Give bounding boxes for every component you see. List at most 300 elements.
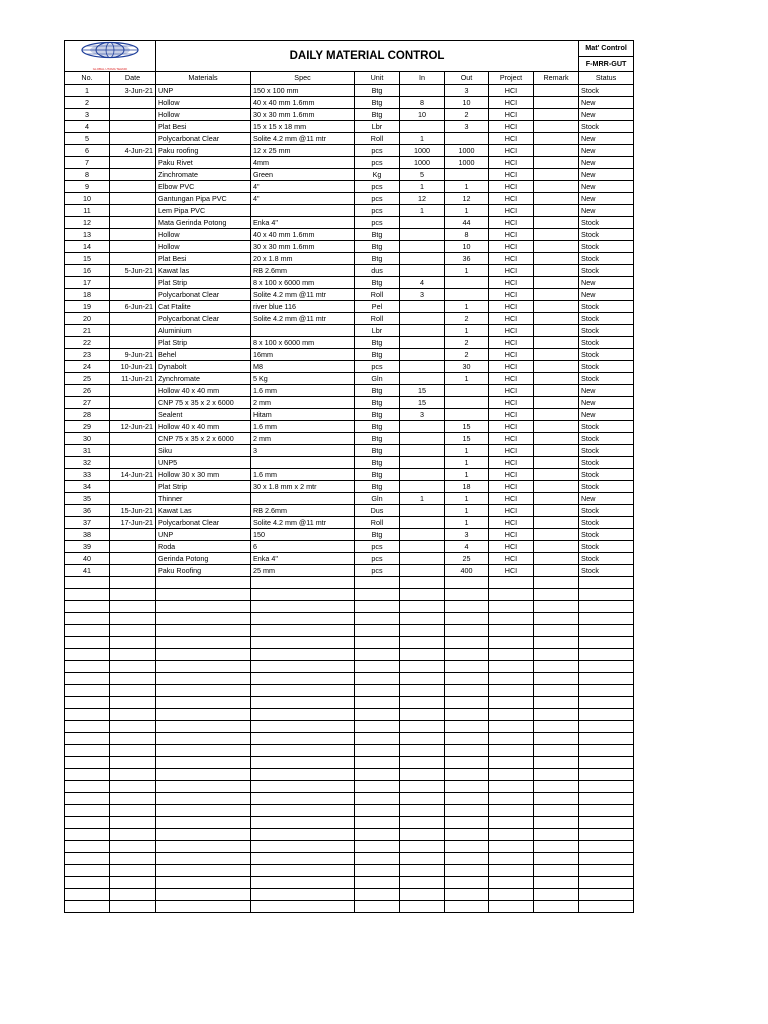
cell-out <box>445 133 489 145</box>
cell-unit: Btg <box>355 277 400 289</box>
cell-remark <box>534 109 579 121</box>
cell-out: 1 <box>445 373 489 385</box>
cell-unit: Btg <box>355 385 400 397</box>
table-row <box>65 421 634 433</box>
cell-project: HCI <box>489 253 534 265</box>
table-row <box>65 361 634 373</box>
cell-remark <box>534 901 579 913</box>
cell-remark <box>534 469 579 481</box>
cell-project <box>489 901 534 913</box>
cell-unit: Roll <box>355 133 400 145</box>
cell-project: HCI <box>489 121 534 133</box>
col-no: No. <box>65 72 110 85</box>
cell-materials <box>156 805 251 817</box>
table-row <box>65 181 634 193</box>
cell-out: 8 <box>445 229 489 241</box>
cell-project: HCI <box>489 241 534 253</box>
cell-date <box>110 841 156 853</box>
cell-materials <box>156 649 251 661</box>
cell-in <box>400 757 445 769</box>
cell-status: Stock <box>579 553 634 565</box>
cell-project: HCI <box>489 445 534 457</box>
cell-status <box>579 697 634 709</box>
cell-no: 13 <box>65 229 110 241</box>
cell-no: 17 <box>65 277 110 289</box>
cell-remark <box>534 397 579 409</box>
table-row <box>65 505 634 517</box>
table-row <box>65 541 634 553</box>
cell-materials: Plat Strip <box>156 481 251 493</box>
cell-spec <box>251 601 355 613</box>
cell-spec: 16mm <box>251 349 355 361</box>
cell-status: Stock <box>579 565 634 577</box>
cell-out: 4 <box>445 541 489 553</box>
table-row <box>65 445 634 457</box>
cell-in <box>400 685 445 697</box>
cell-date <box>110 865 156 877</box>
cell-status: New <box>579 193 634 205</box>
cell-out <box>445 781 489 793</box>
globe-logo-icon <box>75 41 145 63</box>
cell-out: 36 <box>445 253 489 265</box>
cell-out <box>445 409 489 421</box>
logo-caption: GLOBAL UTAMA TEHNIK <box>92 67 128 71</box>
cell-status <box>579 817 634 829</box>
cell-in <box>400 745 445 757</box>
cell-out: 10 <box>445 97 489 109</box>
cell-in <box>400 661 445 673</box>
cell-no: 40 <box>65 553 110 565</box>
table-row <box>65 145 634 157</box>
cell-unit <box>355 877 400 889</box>
cell-no <box>65 661 110 673</box>
blank-row <box>65 889 634 901</box>
blank-row <box>65 853 634 865</box>
cell-remark <box>534 793 579 805</box>
cell-status: Stock <box>579 301 634 313</box>
blank-row <box>65 697 634 709</box>
cell-unit <box>355 589 400 601</box>
table-row <box>65 85 634 97</box>
cell-out <box>445 589 489 601</box>
cell-unit <box>355 673 400 685</box>
cell-unit: Kg <box>355 169 400 181</box>
cell-date: 9-Jun-21 <box>110 349 156 361</box>
table-row <box>65 433 634 445</box>
table-row <box>65 529 634 541</box>
cell-status <box>579 673 634 685</box>
cell-no: 24 <box>65 361 110 373</box>
cell-remark <box>534 409 579 421</box>
cell-materials: Gerinda Potong <box>156 553 251 565</box>
cell-out: 1 <box>445 325 489 337</box>
cell-in: 15 <box>400 385 445 397</box>
cell-in <box>400 265 445 277</box>
cell-date <box>110 589 156 601</box>
cell-project: HCI <box>489 409 534 421</box>
cell-date <box>110 901 156 913</box>
cell-project <box>489 733 534 745</box>
cell-spec: 150 x 100 mm <box>251 85 355 97</box>
cell-in <box>400 313 445 325</box>
cell-status: Stock <box>579 469 634 481</box>
cell-project: HCI <box>489 529 534 541</box>
cell-date: 4-Jun-21 <box>110 145 156 157</box>
cell-spec: 4" <box>251 193 355 205</box>
cell-out <box>445 697 489 709</box>
cell-remark <box>534 757 579 769</box>
cell-spec: 40 x 40 mm 1.6mm <box>251 229 355 241</box>
cell-materials: Hollow 30 x 30 mm <box>156 469 251 481</box>
cell-project <box>489 625 534 637</box>
cell-materials: Mata Gerinda Potong <box>156 217 251 229</box>
material-control-sheet <box>64 40 633 913</box>
cell-project: HCI <box>489 289 534 301</box>
cell-spec <box>251 733 355 745</box>
cell-date <box>110 781 156 793</box>
cell-unit <box>355 901 400 913</box>
cell-out: 25 <box>445 553 489 565</box>
cell-unit: Gln <box>355 493 400 505</box>
cell-spec <box>251 325 355 337</box>
table-row <box>65 481 634 493</box>
cell-project <box>489 601 534 613</box>
cell-materials <box>156 769 251 781</box>
cell-no: 28 <box>65 409 110 421</box>
table-row <box>65 469 634 481</box>
cell-spec <box>251 901 355 913</box>
cell-materials: Paku Rivet <box>156 157 251 169</box>
cell-date <box>110 625 156 637</box>
cell-unit: pcs <box>355 181 400 193</box>
blank-row <box>65 661 634 673</box>
cell-spec: 2 mm <box>251 397 355 409</box>
cell-date <box>110 721 156 733</box>
cell-out: 30 <box>445 361 489 373</box>
cell-out <box>445 721 489 733</box>
cell-out: 1 <box>445 301 489 313</box>
cell-unit: dus <box>355 265 400 277</box>
cell-spec <box>251 877 355 889</box>
cell-date <box>110 733 156 745</box>
cell-remark <box>534 373 579 385</box>
cell-date <box>110 745 156 757</box>
cell-status: Stock <box>579 349 634 361</box>
cell-date <box>110 289 156 301</box>
cell-out: 1 <box>445 445 489 457</box>
cell-unit <box>355 649 400 661</box>
cell-spec: 1.6 mm <box>251 469 355 481</box>
cell-status <box>579 625 634 637</box>
cell-remark <box>534 805 579 817</box>
blank-row <box>65 745 634 757</box>
cell-status: New <box>579 277 634 289</box>
cell-out: 1 <box>445 181 489 193</box>
table-row <box>65 121 634 133</box>
cell-in <box>400 889 445 901</box>
cell-remark <box>534 541 579 553</box>
cell-status <box>579 733 634 745</box>
cell-no <box>65 625 110 637</box>
cell-project: HCI <box>489 97 534 109</box>
cell-unit: Btg <box>355 433 400 445</box>
cell-remark <box>534 337 579 349</box>
cell-in <box>400 625 445 637</box>
cell-status: New <box>579 145 634 157</box>
cell-project <box>489 841 534 853</box>
cell-no: 37 <box>65 517 110 529</box>
cell-materials <box>156 817 251 829</box>
cell-status: Stock <box>579 85 634 97</box>
cell-status <box>579 649 634 661</box>
cell-date: 12-Jun-21 <box>110 421 156 433</box>
cell-spec <box>251 697 355 709</box>
cell-project <box>489 649 534 661</box>
cell-in: 5 <box>400 169 445 181</box>
cell-date: 10-Jun-21 <box>110 361 156 373</box>
cell-materials: UNP <box>156 529 251 541</box>
cell-project <box>489 697 534 709</box>
cell-out <box>445 169 489 181</box>
cell-unit: pcs <box>355 217 400 229</box>
cell-materials: Plat Strip <box>156 277 251 289</box>
cell-materials <box>156 673 251 685</box>
cell-in <box>400 589 445 601</box>
cell-no <box>65 805 110 817</box>
cell-no: 21 <box>65 325 110 337</box>
cell-remark <box>534 577 579 589</box>
cell-remark <box>534 673 579 685</box>
cell-out: 18 <box>445 481 489 493</box>
material-table <box>64 40 634 913</box>
cell-unit <box>355 805 400 817</box>
cell-no <box>65 817 110 829</box>
cell-unit: Roll <box>355 517 400 529</box>
cell-status <box>579 601 634 613</box>
cell-status: Stock <box>579 445 634 457</box>
cell-in: 1 <box>400 205 445 217</box>
cell-status: New <box>579 409 634 421</box>
cell-out <box>445 793 489 805</box>
cell-no: 10 <box>65 193 110 205</box>
cell-unit <box>355 841 400 853</box>
cell-spec: 5 Kg <box>251 373 355 385</box>
cell-spec <box>251 769 355 781</box>
cell-date <box>110 109 156 121</box>
cell-out <box>445 661 489 673</box>
cell-project: HCI <box>489 313 534 325</box>
cell-project: HCI <box>489 85 534 97</box>
cell-status <box>579 781 634 793</box>
cell-date <box>110 433 156 445</box>
cell-date: 14-Jun-21 <box>110 469 156 481</box>
cell-remark <box>534 601 579 613</box>
cell-no: 29 <box>65 421 110 433</box>
cell-out <box>445 757 489 769</box>
cell-remark <box>534 301 579 313</box>
cell-unit: Dus <box>355 505 400 517</box>
cell-remark <box>534 781 579 793</box>
cell-date: 11-Jun-21 <box>110 373 156 385</box>
cell-spec <box>251 205 355 217</box>
cell-unit <box>355 793 400 805</box>
cell-unit <box>355 781 400 793</box>
cell-no: 12 <box>65 217 110 229</box>
cell-status <box>579 709 634 721</box>
cell-in <box>400 541 445 553</box>
cell-status <box>579 589 634 601</box>
cell-materials <box>156 613 251 625</box>
cell-spec: 15 x 15 x 18 mm <box>251 121 355 133</box>
cell-project: HCI <box>489 109 534 121</box>
table-row <box>65 97 634 109</box>
cell-out: 2 <box>445 109 489 121</box>
company-logo <box>65 41 156 72</box>
cell-date <box>110 193 156 205</box>
cell-remark <box>534 853 579 865</box>
cell-spec: 8 x 100 x 6000 mm <box>251 277 355 289</box>
cell-remark <box>534 157 579 169</box>
cell-no <box>65 901 110 913</box>
cell-out: 2 <box>445 337 489 349</box>
cell-unit <box>355 625 400 637</box>
cell-unit <box>355 709 400 721</box>
cell-in: 1 <box>400 133 445 145</box>
cell-no <box>65 841 110 853</box>
cell-remark <box>534 433 579 445</box>
cell-materials <box>156 721 251 733</box>
cell-out <box>445 613 489 625</box>
table-row <box>65 313 634 325</box>
cell-spec: Solite 4.2 mm @11 mtr <box>251 289 355 301</box>
cell-out: 10 <box>445 241 489 253</box>
cell-out: 3 <box>445 529 489 541</box>
cell-status: New <box>579 157 634 169</box>
cell-status <box>579 829 634 841</box>
cell-materials <box>156 889 251 901</box>
cell-in <box>400 517 445 529</box>
cell-date <box>110 241 156 253</box>
cell-remark <box>534 145 579 157</box>
cell-date <box>110 829 156 841</box>
cell-remark <box>534 709 579 721</box>
cell-date <box>110 697 156 709</box>
cell-project: HCI <box>489 229 534 241</box>
blank-row <box>65 733 634 745</box>
cell-in: 15 <box>400 397 445 409</box>
cell-project: HCI <box>489 145 534 157</box>
cell-project <box>489 577 534 589</box>
table-row <box>65 349 634 361</box>
cell-remark <box>534 889 579 901</box>
cell-remark <box>534 85 579 97</box>
cell-no <box>65 601 110 613</box>
cell-status <box>579 901 634 913</box>
cell-materials <box>156 877 251 889</box>
cell-unit: Btg <box>355 481 400 493</box>
cell-spec: RB 2.6mm <box>251 265 355 277</box>
table-row <box>65 409 634 421</box>
cell-out: 1000 <box>445 145 489 157</box>
form-title: DAILY MATERIAL CONTROL <box>156 41 579 72</box>
cell-unit: Btg <box>355 409 400 421</box>
cell-spec: 4mm <box>251 157 355 169</box>
table-row <box>65 325 634 337</box>
col-in: In <box>400 72 445 85</box>
blank-row <box>65 829 634 841</box>
cell-materials: Kawat Las <box>156 505 251 517</box>
cell-remark <box>534 457 579 469</box>
cell-remark <box>534 529 579 541</box>
cell-project <box>489 709 534 721</box>
table-row <box>65 217 634 229</box>
cell-date <box>110 529 156 541</box>
cell-date <box>110 673 156 685</box>
cell-out <box>445 649 489 661</box>
cell-in <box>400 577 445 589</box>
blank-row <box>65 673 634 685</box>
cell-in: 1000 <box>400 157 445 169</box>
cell-no: 16 <box>65 265 110 277</box>
cell-unit: Roll <box>355 313 400 325</box>
cell-materials: Cat Ftalite <box>156 301 251 313</box>
cell-date <box>110 313 156 325</box>
cell-spec: 40 x 40 mm 1.6mm <box>251 97 355 109</box>
cell-status: Stock <box>579 481 634 493</box>
cell-materials: Hollow <box>156 241 251 253</box>
cell-remark <box>534 97 579 109</box>
cell-status: New <box>579 289 634 301</box>
cell-project: HCI <box>489 385 534 397</box>
cell-materials: CNP 75 x 35 x 2 x 6000 <box>156 433 251 445</box>
cell-date <box>110 409 156 421</box>
cell-date: 15-Jun-21 <box>110 505 156 517</box>
cell-spec <box>251 493 355 505</box>
cell-project <box>489 637 534 649</box>
cell-status: Stock <box>579 229 634 241</box>
cell-remark <box>534 205 579 217</box>
cell-in <box>400 553 445 565</box>
cell-no <box>65 673 110 685</box>
cell-no: 15 <box>65 253 110 265</box>
cell-out <box>445 805 489 817</box>
cell-status: Stock <box>579 217 634 229</box>
cell-unit: Btg <box>355 349 400 361</box>
table-row <box>65 193 634 205</box>
cell-no <box>65 613 110 625</box>
cell-in <box>400 817 445 829</box>
cell-unit: Lbr <box>355 121 400 133</box>
cell-in <box>400 709 445 721</box>
cell-out: 2 <box>445 313 489 325</box>
cell-materials: Plat Besi <box>156 121 251 133</box>
cell-materials <box>156 601 251 613</box>
cell-remark <box>534 313 579 325</box>
cell-no <box>65 649 110 661</box>
cell-unit: Gln <box>355 373 400 385</box>
cell-in: 4 <box>400 277 445 289</box>
cell-date <box>110 577 156 589</box>
cell-no: 18 <box>65 289 110 301</box>
cell-materials: Roda <box>156 541 251 553</box>
cell-in <box>400 805 445 817</box>
cell-remark <box>534 133 579 145</box>
cell-status <box>579 853 634 865</box>
cell-materials: Kawat las <box>156 265 251 277</box>
cell-in <box>400 85 445 97</box>
cell-materials <box>156 589 251 601</box>
cell-no <box>65 781 110 793</box>
